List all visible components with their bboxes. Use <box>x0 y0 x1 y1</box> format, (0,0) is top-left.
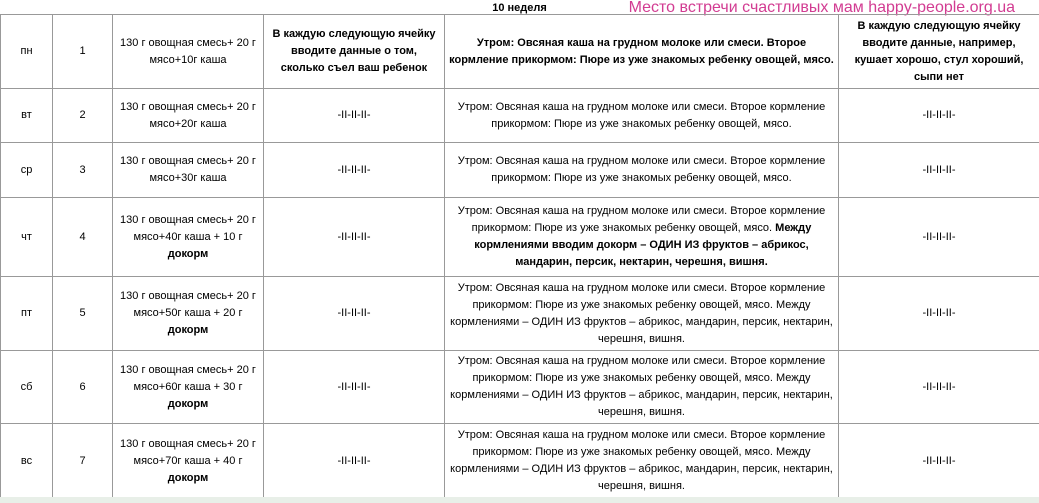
number-cell <box>53 15 113 89</box>
portion-text: 130 г овощная смесь+ 20 г мясо+50г каша + 20 г <box>120 290 256 319</box>
day-cell <box>1 89 53 143</box>
number-cell <box>53 351 113 424</box>
plan-text: Утром: Овсяная каша на грудном молоке или смеси. Второе кормление прикормом: Пюре из уже знакомых ребенку овощей, мясо. <box>457 205 826 234</box>
table-row <box>1 198 1039 277</box>
result-cell <box>839 198 1039 277</box>
plan-cell <box>445 89 839 143</box>
plan-cell <box>445 15 839 89</box>
number-cell <box>53 277 113 351</box>
table-row <box>1 143 1039 198</box>
day-label: сб <box>20 380 33 393</box>
note-text: -II-II-II- <box>337 307 371 319</box>
result-text: -II-II-II- <box>922 380 956 393</box>
table-row <box>1 89 1039 143</box>
portion-cell <box>113 424 264 499</box>
note-cell <box>264 424 445 499</box>
bottom-strip <box>0 497 1039 503</box>
result-text: -II-II-II- <box>922 230 956 243</box>
portion-bold-text: докорм <box>167 324 209 336</box>
result-cell <box>839 277 1039 351</box>
portion-text: 130 г овощная смесь+ 20 г мясо+30г каша <box>120 155 256 184</box>
day-number: 2 <box>79 109 86 121</box>
note-cell <box>264 15 445 89</box>
note-text: -II-II-II- <box>337 230 371 243</box>
note-text: -II-II-II- <box>337 109 371 121</box>
plan-cell <box>445 198 839 277</box>
day-cell <box>1 15 53 89</box>
portion-text: 130 г овощная смесь+ 20 г мясо+20г каша <box>120 100 256 130</box>
day-label: пт <box>21 307 32 319</box>
portion-cell <box>113 351 264 424</box>
result-cell <box>839 424 1039 499</box>
portion-text: 130 г овощная смесь+ 20 г мясо+60г каша + 30 г <box>120 363 256 393</box>
portion-text: 130 г овощная смесь+ 20 г мясо+40г каша + 10 г <box>120 213 256 243</box>
day-cell <box>1 198 53 277</box>
note-cell <box>264 198 445 277</box>
day-label: чт <box>21 230 32 243</box>
table-row <box>1 15 1039 89</box>
plan-text: Утром: Овсяная каша на грудном молоке или смеси. Второе кормление прикормом: Пюре из уже знакомых ребенку овощей, мясо. Между кормлениями – ОДИН ИЗ фруктов – абрикос, мандарин, персик, нектарин, черешня, вишня. <box>450 355 833 418</box>
plan-cell <box>445 424 839 499</box>
number-cell <box>53 89 113 143</box>
day-number: 4 <box>79 230 86 243</box>
result-cell <box>839 89 1039 143</box>
day-number: 7 <box>79 454 86 467</box>
note-cell <box>264 89 445 143</box>
portion-bold-text: докорм <box>167 471 209 484</box>
day-number: 3 <box>79 163 86 176</box>
plan-bold-text: Между кормлениями вводим докорм – ОДИН ИЗ фруктов – абрикос, мандарин, персик, нектарин, черешня, вишня. <box>474 222 812 268</box>
plan-cell <box>445 351 839 424</box>
portion-text: 130 г овощная смесь+ 20 г мясо+70г каша + 40 г <box>120 437 256 467</box>
plan-text: Утром: Овсяная каша на грудном молоке или смеси. Второе кормление прикормом: Пюре из уже знакомых ребенку овощей, мясо. Между кормлениями – ОДИН ИЗ фруктов – абрикос, мандарин, персик, нектарин, черешня, вишня. <box>450 281 833 345</box>
result-text: -II-II-II- <box>922 454 956 467</box>
result-text: -II-II-II- <box>922 307 956 319</box>
plan-text: Утром: Овсяная каша на грудном молоке или смеси. Второе кормление прикормом: Пюре из уже знакомых ребенку овощей, мясо. Между кормлениями – ОДИН ИЗ фруктов – абрикос, мандарин, персик, нектарин, черешня, вишня. <box>450 429 833 492</box>
portion-cell <box>113 89 264 143</box>
result-cell <box>839 15 1039 89</box>
portion-cell <box>113 143 264 198</box>
day-cell <box>1 277 53 351</box>
portion-bold-text: докорм <box>167 247 209 260</box>
note-text: -II-II-II- <box>337 380 371 393</box>
plan-text: Утром: Овсяная каша на грудном молоке или смеси. Второе кормление прикормом: Пюре из уже знакомых ребенку овощей, мясо. <box>457 155 826 184</box>
day-number: 1 <box>79 45 86 57</box>
note-cell <box>264 351 445 424</box>
day-label: пн <box>20 45 33 57</box>
note-text: -II-II-II- <box>337 163 371 176</box>
watermark-text: Место встречи счастливых мам happy-people.org.ua <box>628 0 1015 16</box>
result-cell <box>839 143 1039 198</box>
day-number: 6 <box>79 380 86 393</box>
result-text: В каждую следующую ячейку вводите данные, например, кушает хорошо, стул хороший, сыпи нет <box>854 19 1024 83</box>
day-cell <box>1 351 53 424</box>
week-label: 10 неделя <box>492 2 547 14</box>
day-cell <box>1 143 53 198</box>
schedule-table <box>0 14 1039 499</box>
note-text: В каждую следующую ячейку вводите данные о том, сколько съел ваш ребенок <box>272 28 436 74</box>
table-row <box>1 277 1039 351</box>
portion-bold-text: докорм <box>167 397 209 410</box>
plan-cell <box>445 143 839 198</box>
number-cell <box>53 143 113 198</box>
plan-text: Утром: Овсяная каша на грудном молоке или смеси. Второе кормление прикормом: Пюре из уже знакомых ребенку овощей, мясо. <box>449 36 834 66</box>
number-cell <box>53 424 113 499</box>
note-cell <box>264 277 445 351</box>
portion-text: 130 г овощная смесь+ 20 г мясо+10г каша <box>120 36 256 66</box>
day-label: вс <box>20 454 33 467</box>
result-text: -II-II-II- <box>922 163 956 176</box>
plan-text: Утром: Овсяная каша на грудном молоке или смеси. Второе кормление прикормом: Пюре из уже знакомых ребенку овощей, мясо. <box>457 100 826 130</box>
table-row <box>1 424 1039 499</box>
day-cell <box>1 424 53 499</box>
table-row <box>1 351 1039 424</box>
result-text: -II-II-II- <box>922 109 956 121</box>
note-text: -II-II-II- <box>337 454 371 467</box>
note-cell <box>264 143 445 198</box>
day-label: вт <box>21 109 32 121</box>
day-label: ср <box>20 163 33 176</box>
plan-cell <box>445 277 839 351</box>
portion-cell <box>113 277 264 351</box>
result-cell <box>839 351 1039 424</box>
portion-cell <box>113 15 264 89</box>
portion-cell <box>113 198 264 277</box>
day-number: 5 <box>79 307 86 319</box>
number-cell <box>53 198 113 277</box>
